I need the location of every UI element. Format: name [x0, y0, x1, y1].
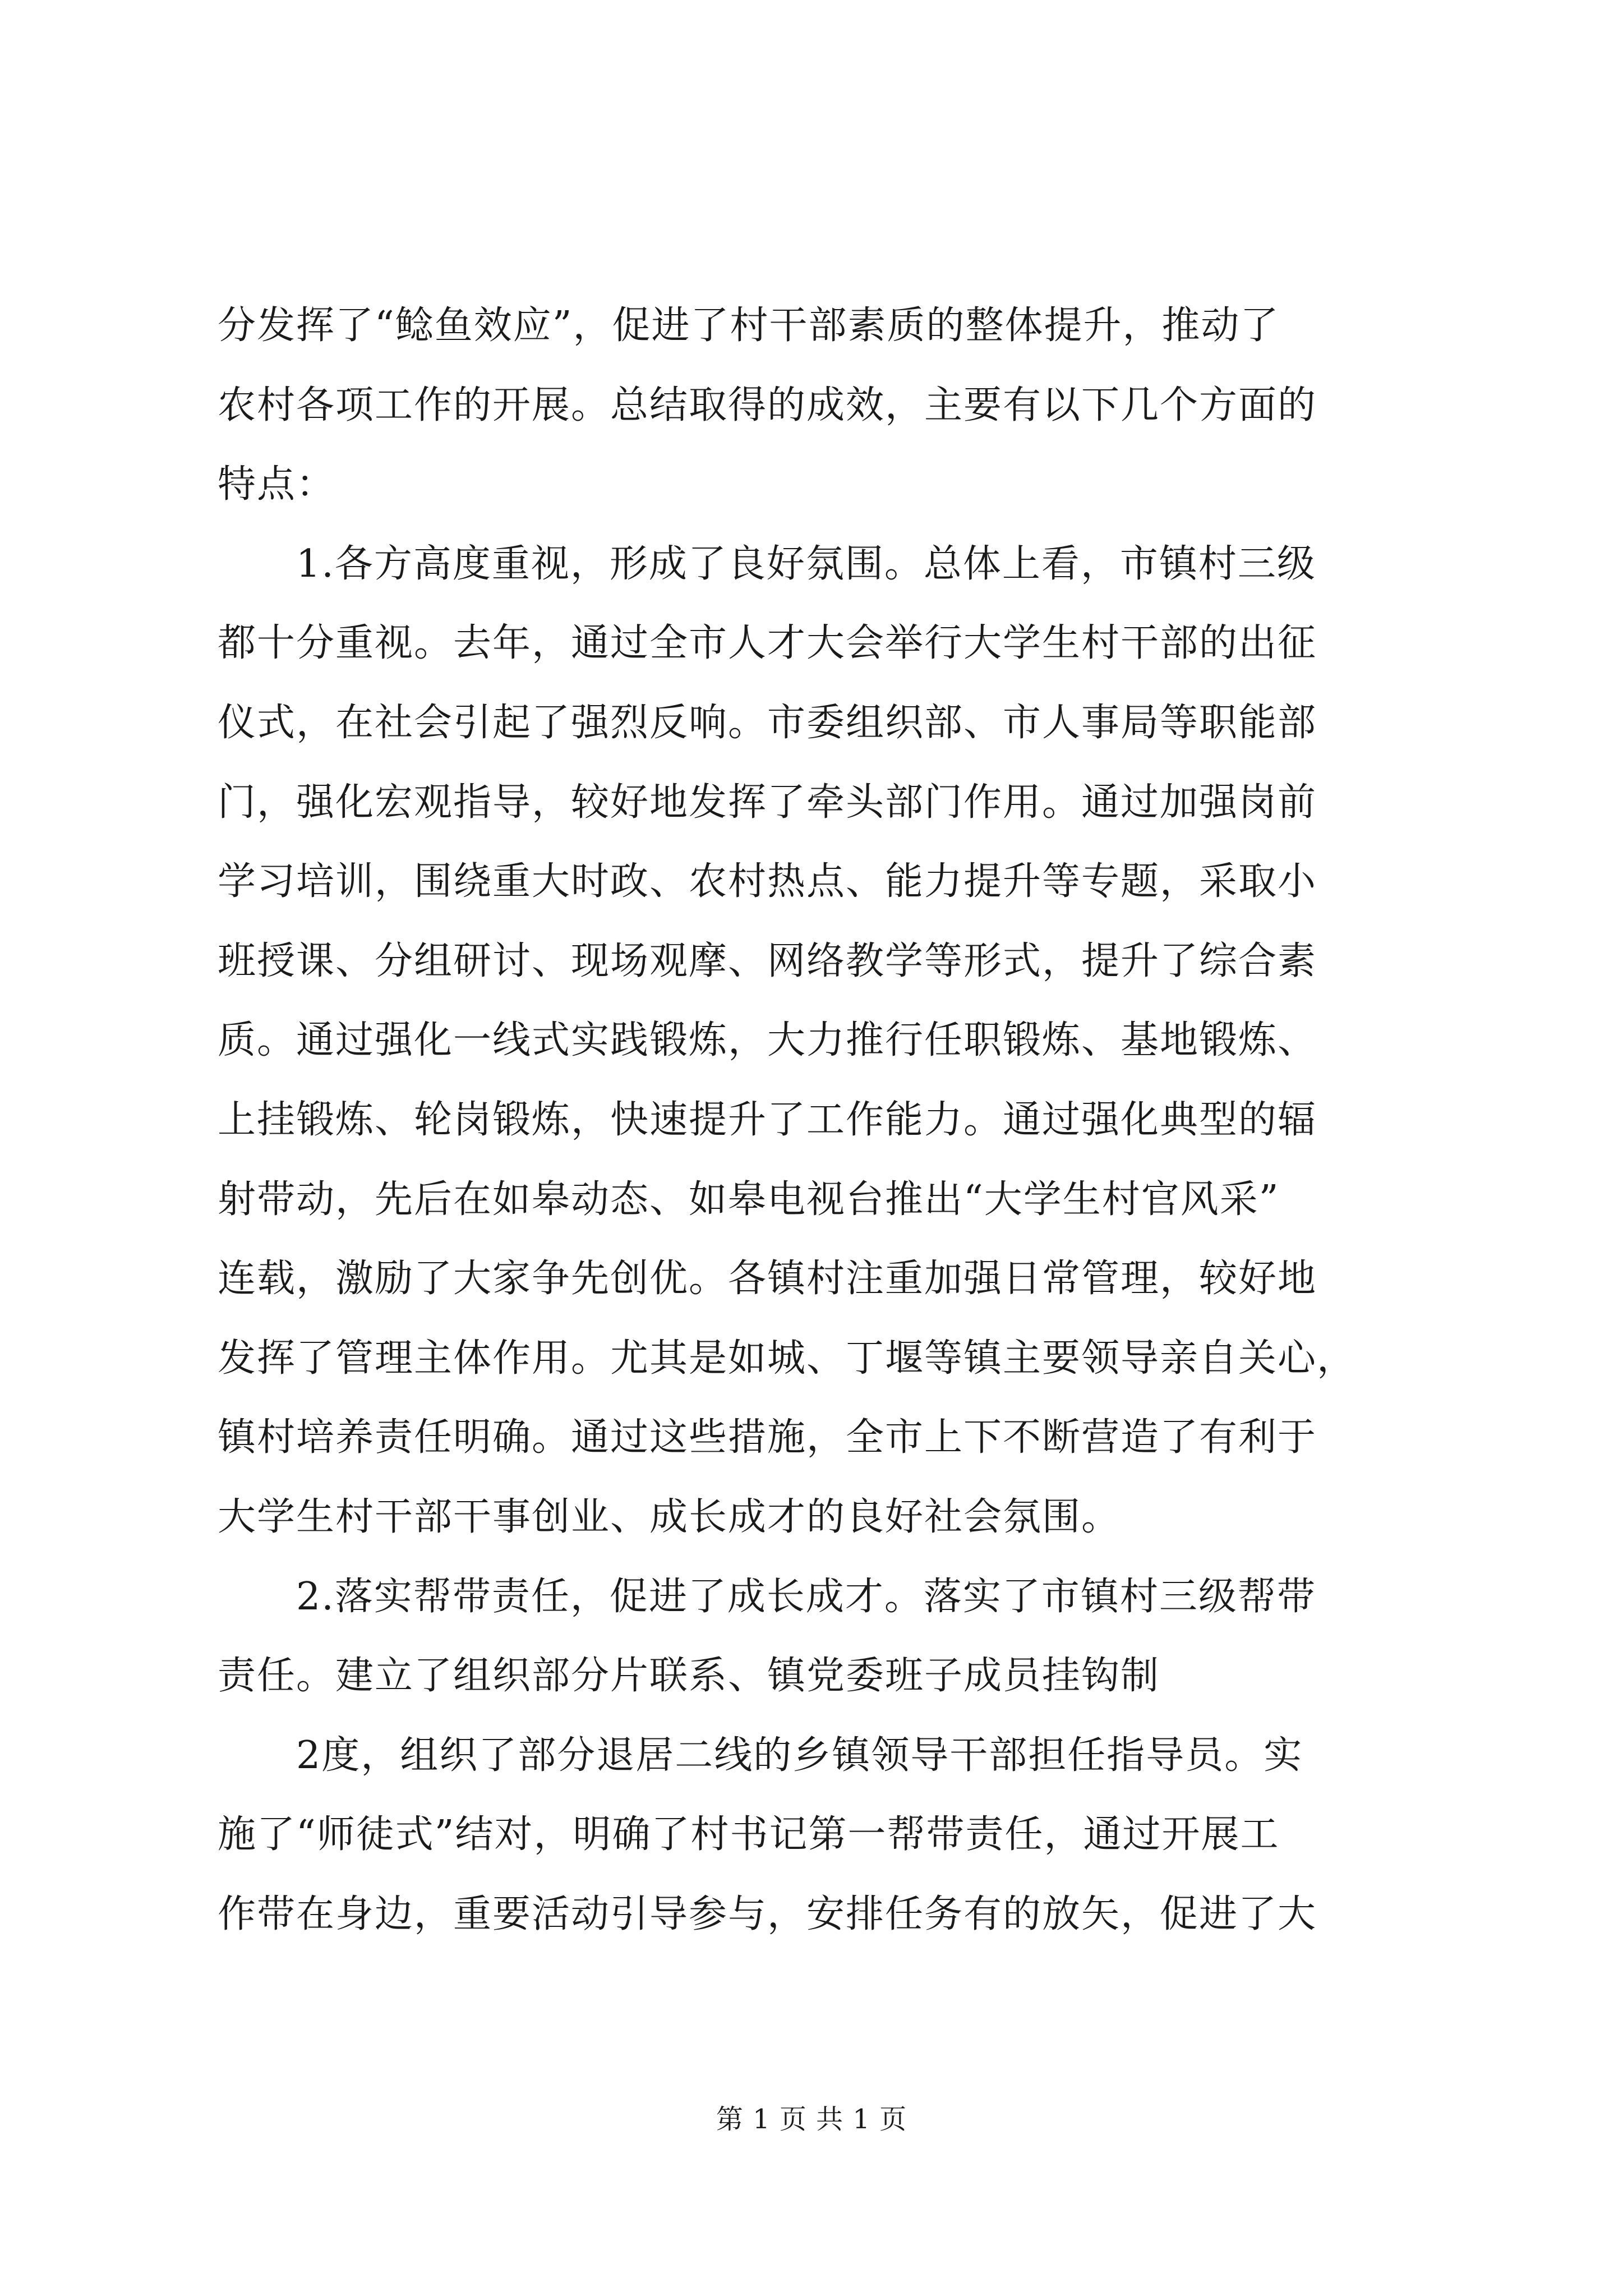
- text-line: 学习培训，围绕重大时政、农村热点、能力提升等专题，采取小: [218, 859, 1317, 904]
- paragraph-1-heading-line: 1.各方高度重视，形成了良好氛围。总体上看，市镇村三级: [296, 541, 1316, 586]
- text-line: 都十分重视。去年，通过全市人才大会举行大学生村干部的出征: [218, 621, 1317, 666]
- page-number-footer: 第 1 页 共 1 页: [716, 2104, 907, 2135]
- text-line: 班授课、分组研讨、现场观摩、网络教学等形式，提升了综合素: [218, 938, 1317, 983]
- text-line: 连载，激励了大家争先创优。各镇村注重加强日常管理，较好地: [218, 1257, 1317, 1301]
- paragraph-2-heading-line: 2.落实帮带责任，促进了成长成才。落实了市镇村三级帮带: [296, 1574, 1316, 1619]
- text-line: 作带在身边，重要活动引导参与，安排任务有的放矢，促进了大: [218, 1892, 1317, 1936]
- text-line: 发挥了管理主体作用。尤其是如城、丁堰等镇主要领导亲自关心，: [218, 1336, 1357, 1381]
- body-text: [218, 286, 1423, 1954]
- text-line: 质。通过强化一线式实践锻炼，大力推行任职锻炼、基地锻炼、: [218, 1018, 1317, 1063]
- text-line: 门，强化宏观指导，较好地发挥了牵头部门作用。通过加强岗前: [218, 780, 1317, 825]
- text-line: 大学生村干部干事创业、成长成才的良好社会氛围。: [218, 1494, 1121, 1539]
- text-line: 特点：: [218, 462, 336, 507]
- text-line: 分发挥了“鲶鱼效应”，促进了村干部素质的整体提升，推动了: [218, 303, 1280, 348]
- text-line: 上挂锻炼、轮岗锻炼，快速提升了工作能力。通过强化典型的辐: [218, 1097, 1317, 1142]
- text-line: 农村各项工作的开展。总结取得的成效，主要有以下几个方面的: [218, 383, 1317, 427]
- paragraph-3-start-line: 2度，组织了部分退居二线的乡镇领导干部担任指导员。实: [296, 1733, 1303, 1778]
- text-line: 施了“师徒式”结对，明确了村书记第一帮带责任，通过开展工: [218, 1812, 1280, 1857]
- text-line: 责任。建立了组织部分片联系、镇党委班子成员挂钩制: [218, 1654, 1160, 1699]
- text-line: 仪式，在社会引起了强烈反响。市委组织部、市人事局等职能部: [218, 700, 1317, 745]
- text-line: 镇村培养责任明确。通过这些措施，全市上下不断营造了有利于: [218, 1415, 1317, 1460]
- text-line: 射带动，先后在如皋动态、如皋电视台推出“大学生村官风采”: [218, 1177, 1280, 1222]
